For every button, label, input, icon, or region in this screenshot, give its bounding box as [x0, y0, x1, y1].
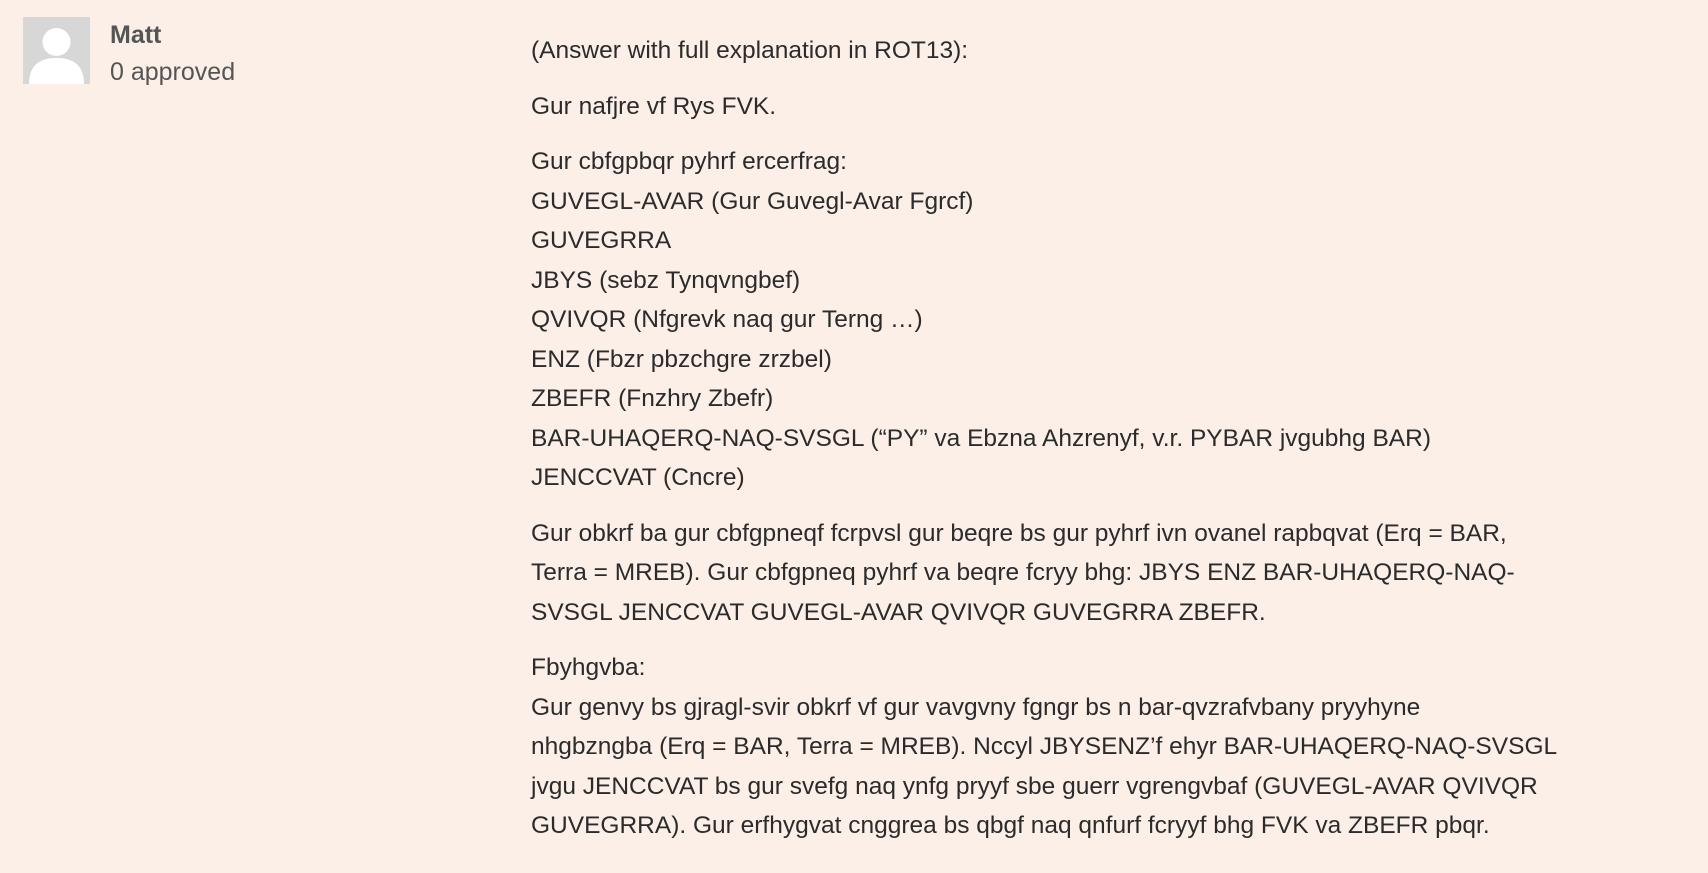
- comment-answer: Gur nafjre vf Rys FVK.: [531, 92, 777, 120]
- clue-item: JENCCVAT (Cncre): [531, 464, 745, 491]
- default-user-icon: [23, 17, 90, 84]
- clue-item: GUVEGL-AVAR (Gur Guvegl-Avar Fgrcf): [531, 187, 974, 215]
- solution-paragraph: Fbyhgvba: Gur genvy bs gjragl-svir obkrf vf gur vavgvny fgngr bs n bar-qvzrafvbany pryyhyne nhgbzngba (Erq = BAR, Terra = MREB). Nccyl JBYSENZ’f ehyr BAR-UHAQERQ-NAQ-SVSGL jvgu JENCCVAT bs gur svefg naq ynfg pryyf sbe guerr vgrengvbaf (GUVEGL-AVAR QVIVQR GUVEGRRA). Gur erfhygvat cnggrea bs qbgf naq qnfurf fcryyf bhg FVK va ZBEFR pbqr.: [531, 648, 1691, 846]
- comment-author: [110, 18, 470, 92]
- clue-item: JBYS (sebz Tynqvngbef): [531, 266, 801, 294]
- clue-list-heading: Gur cbfgpbqr pyhrf ercerfrag:: [531, 148, 847, 175]
- clue-list: [531, 142, 1691, 498]
- avatar: [23, 17, 90, 84]
- clue-item: GUVEGRRA: [531, 227, 672, 254]
- clue-item: ZBEFR (Fnzhry Zbefr): [531, 385, 774, 412]
- comment-body: [531, 31, 1691, 862]
- solution-heading: Fbyhgvba:: [531, 654, 646, 681]
- clue-item: ENZ (Fbzr pbzchgre zrzbel): [531, 345, 832, 373]
- clue-item: BAR-UHAQERQ-NAQ-SVSGL (“PY” va Ebzna Ahzrenyf, v.r. PYBAR jvgubhg BAR): [531, 424, 1431, 452]
- clue-item: QVIVQR (Nfgrevk naq gur Terng …): [531, 306, 923, 333]
- comment-intro: (Answer with full explanation in ROT13):: [531, 37, 969, 64]
- boxes-paragraph: Gur obkrf ba gur cbfgpneqf fcrpvsl gur beqre bs gur pyhrf ivn ovanel rapbqvat (Erq = BAR, Terra = MREB). Gur cbfgpneq pyhrf va beqre fcryy bhg: JBYS ENZ BAR-UHAQERQ-NAQ- SVSGL JENCCVAT GUVEGL-AVAR QVIVQR GUVEGRRA ZBEFR.: [531, 519, 1515, 626]
- author-name[interactable]: Matt: [110, 21, 162, 49]
- author-approved-count: 0 approved: [110, 58, 236, 86]
